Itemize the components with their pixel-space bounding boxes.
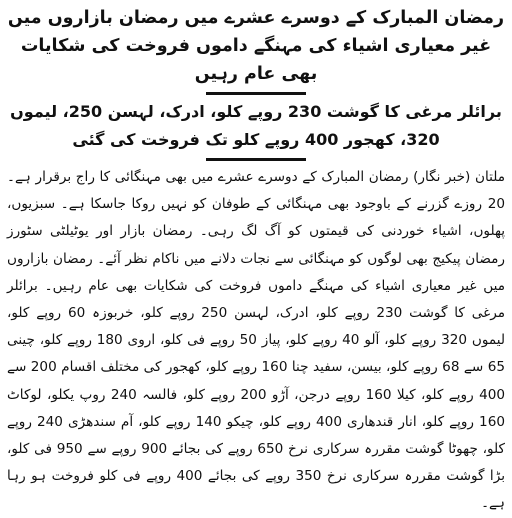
headline: رمضان المبارک کے دوسرے عشرے میں رمضان بازاروں میں غیر معیاری اشیاء کی مہنگے داموں فروخت کی شکایات بھی عام رہیں [7, 8, 505, 84]
divider [206, 158, 306, 161]
subheadline: برائلر مرغی کا گوشت 230 روپے کلو، ادرک، لہسن 250، لیموں 320، کھجور 400 روپے کلو تک فروخت کی گئی [10, 102, 502, 149]
divider [206, 92, 306, 95]
article-body: ملتان (خبر نگار) رمضان المبارک کے دوسرے عشرے میں بھی مہنگائی کا راج برقرار ہے۔ 20 روزے گزرنے کے باوجود بھی مہنگائی کے طوفان کو نہیں روکا جاسکا ہے۔ سبزیوں، پھلوں، اشیاء خوردنی کی قیمتوں کو آگ لگ رہی۔ رمضان بازار اور یوٹیلٹی سٹورز رمضان پیکیج بھی لوگوں کو مہنگائی سے نجات دلانے میں ناکام نظر آئے۔ رمضان بازاروں میں غیر معیاری اشیاء کی مہنگے داموں فروخت کی شکایات بھی عام رہیں۔ برائلر مرغی کا گوشت 230 روپے کلو، ادرک، لہسن 250 روپے کلو، خربوزہ 60 روپے کلو، لیموں 320 روپے کلو، آلو 40 روپے کلو، پیاز 50 روپے فی کلو، اروی 180 روپے کلو، چینی 65 سے 68 روپے کلو، بیسن، سفید چنا 160 روپے کلو، کھجور کی مختلف اقسام 200 سے 400 روپے کلو، کیلا 160 روپے درجن، آڑو 200 روپے کلو، فالسہ 240 روپ یکلو، لوکاٹ 160 روپے کلو، انار قندھاری 400 روپے کلو، چیکو 140 روپے کلو، آم سندھڑی 240 روپے کلو، چھوٹا گوشت مقررہ سرکاری نرخ 650 روپے کی بجائے 900 روپے سے 950 فی کلو، بڑا گوشت مقررہ سرکاری نرخ 350 روپے کی بجائے 400 روپے فی کلو فروخت ہو رہا ہے۔ [7, 169, 506, 512]
